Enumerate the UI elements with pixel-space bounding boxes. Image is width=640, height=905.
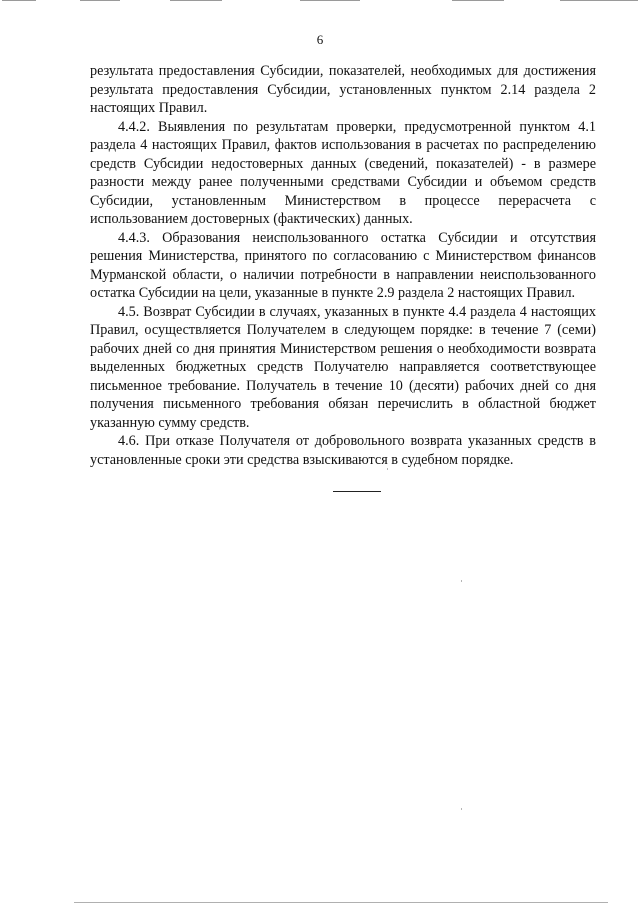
scan-edge-line xyxy=(300,0,360,1)
paragraph-4-5: 4.5. Возврат Субсидии в случаях, указанных в пункте 4.4 раздела 4 настоящих Правил, осуществляется Получателем в следующем порядке: в течение 7 (семи) рабочих дней со дня принятия Министерством решения о необходимости возврата выделенных бюджетных средств Получателю направляется соответствующее письменное требование. Получатель в течение 10 (десяти) рабочих дней со дня получения письменного требования обязан перечислить в областной бюджет указанную сумму средств. xyxy=(90,303,596,431)
scan-speck xyxy=(387,468,388,470)
paragraph-4-6: 4.6. При отказе Получателя от добровольного возврата указанных средств в установленные сроки эти средства взыскиваются в судебном порядке. xyxy=(90,433,596,468)
paragraph-continuation: результата предоставления Субсидии, показателей, необходимых для достижения результата предоставления Субсидии, установленных пунктом 2.14 раздела 2 настоящих Правил. xyxy=(90,63,596,116)
paragraph-4-4-3: 4.4.3. Образования неиспользованного остатка Субсидии и отсутствия решения Министерства, принятого по согласованию с Министерством финансов Мурманской области, о наличии потребности в направлении неиспользованного остатка Субсидии на цели, указанные в пункте 2.9 раздела 2 настоящих Правил. xyxy=(90,229,596,301)
page-number: 6 xyxy=(316,32,324,47)
scan-edge-line xyxy=(170,0,222,1)
scan-edge-line xyxy=(80,0,120,1)
document-body xyxy=(90,62,596,469)
scan-speck xyxy=(461,580,462,582)
scan-edge-line xyxy=(2,0,36,1)
paragraph-4-4-2: 4.4.2. Выявления по результатам проверки, предусмотренной пунктом 4.1 раздела 4 настоящих Правил, фактов использования в расчетах по распределению средств Субсидии недостоверных данных (сведений, показателей) - в размере разности между ранее полученными средствами Субсидии и объемом средств Субсидии, установленным Министерством в процессе перерасчета с использованием достоверных (фактических) данных. xyxy=(90,118,596,227)
scan-edge-line xyxy=(74,902,608,903)
scan-edge-line xyxy=(452,0,504,1)
end-of-text-rule xyxy=(333,491,381,492)
scan-edge-line xyxy=(560,0,638,1)
scan-speck xyxy=(461,808,462,810)
